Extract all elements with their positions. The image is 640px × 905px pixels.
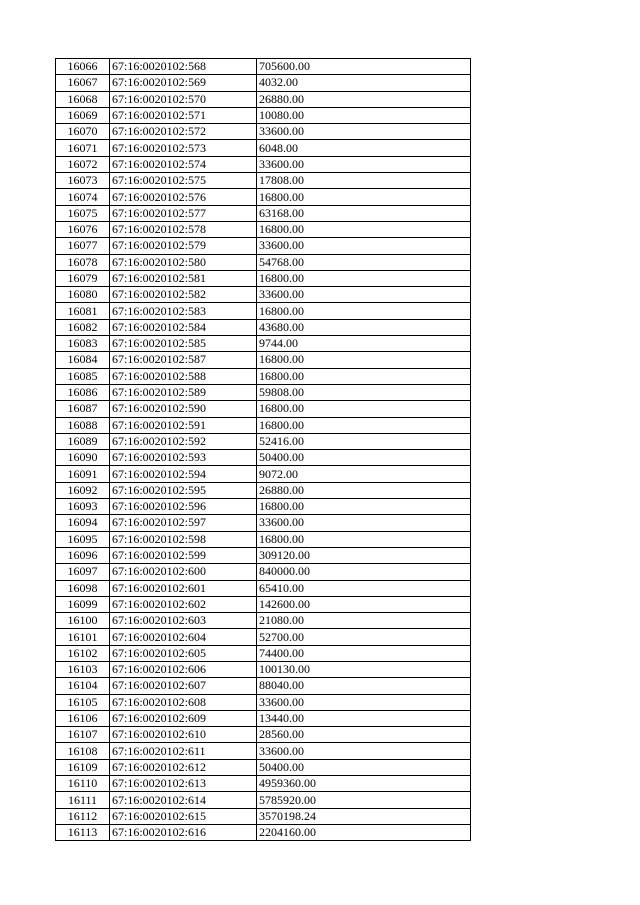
cadastral-number-cell: 67:16:0020102:593 bbox=[110, 450, 257, 466]
table-body bbox=[56, 59, 471, 841]
value-cell: 52700.00 bbox=[257, 629, 471, 645]
row-number-cell: 16107 bbox=[56, 727, 110, 743]
value-cell: 3570198.24 bbox=[257, 808, 471, 824]
row-number-cell: 16075 bbox=[56, 205, 110, 221]
row-number-cell: 16092 bbox=[56, 482, 110, 498]
value-cell: 21080.00 bbox=[257, 613, 471, 629]
row-number-cell: 16069 bbox=[56, 107, 110, 123]
value-cell: 16800.00 bbox=[257, 401, 471, 417]
row-number-cell: 16080 bbox=[56, 287, 110, 303]
value-cell: 50400.00 bbox=[257, 759, 471, 775]
row-number-cell: 16112 bbox=[56, 808, 110, 824]
cadastral-number-cell: 67:16:0020102:599 bbox=[110, 547, 257, 563]
row-number-cell: 16070 bbox=[56, 124, 110, 140]
value-cell: 50400.00 bbox=[257, 450, 471, 466]
table-row bbox=[56, 515, 471, 531]
table-row bbox=[56, 91, 471, 107]
cadastral-number-cell: 67:16:0020102:611 bbox=[110, 743, 257, 759]
row-number-cell: 16104 bbox=[56, 678, 110, 694]
cadastral-number-cell: 67:16:0020102:610 bbox=[110, 727, 257, 743]
row-number-cell: 16087 bbox=[56, 401, 110, 417]
table-row bbox=[56, 580, 471, 596]
cadastral-number-cell: 67:16:0020102:597 bbox=[110, 515, 257, 531]
value-cell: 33600.00 bbox=[257, 287, 471, 303]
row-number-cell: 16108 bbox=[56, 743, 110, 759]
table-row bbox=[56, 629, 471, 645]
table-row bbox=[56, 710, 471, 726]
table-row bbox=[56, 221, 471, 237]
value-cell: 705600.00 bbox=[257, 59, 471, 75]
value-cell: 16800.00 bbox=[257, 352, 471, 368]
table-row bbox=[56, 336, 471, 352]
value-cell: 43680.00 bbox=[257, 319, 471, 335]
cadastral-number-cell: 67:16:0020102:604 bbox=[110, 629, 257, 645]
table-row bbox=[56, 401, 471, 417]
value-cell: 16800.00 bbox=[257, 499, 471, 515]
table-row bbox=[56, 287, 471, 303]
table-row bbox=[56, 205, 471, 221]
value-cell: 88040.00 bbox=[257, 678, 471, 694]
table-row bbox=[56, 482, 471, 498]
table-row bbox=[56, 189, 471, 205]
table-row bbox=[56, 75, 471, 91]
cadastral-number-cell: 67:16:0020102:576 bbox=[110, 189, 257, 205]
table-row bbox=[56, 254, 471, 270]
cadastral-number-cell: 67:16:0020102:588 bbox=[110, 368, 257, 384]
row-number-cell: 16071 bbox=[56, 140, 110, 156]
cadastral-number-cell: 67:16:0020102:600 bbox=[110, 564, 257, 580]
table-row bbox=[56, 124, 471, 140]
row-number-cell: 16111 bbox=[56, 792, 110, 808]
cadastral-number-cell: 67:16:0020102:614 bbox=[110, 792, 257, 808]
row-number-cell: 16098 bbox=[56, 580, 110, 596]
row-number-cell: 16081 bbox=[56, 303, 110, 319]
value-cell: 63168.00 bbox=[257, 205, 471, 221]
cadastral-number-cell: 67:16:0020102:590 bbox=[110, 401, 257, 417]
cadastral-number-cell: 67:16:0020102:589 bbox=[110, 384, 257, 400]
row-number-cell: 16094 bbox=[56, 515, 110, 531]
table-row bbox=[56, 661, 471, 677]
row-number-cell: 16072 bbox=[56, 156, 110, 172]
table-row bbox=[56, 140, 471, 156]
table-row bbox=[56, 547, 471, 563]
table-row bbox=[56, 368, 471, 384]
row-number-cell: 16082 bbox=[56, 319, 110, 335]
table-row bbox=[56, 238, 471, 254]
value-cell: 33600.00 bbox=[257, 694, 471, 710]
row-number-cell: 16100 bbox=[56, 613, 110, 629]
value-cell: 142600.00 bbox=[257, 596, 471, 612]
cadastral-number-cell: 67:16:0020102:595 bbox=[110, 482, 257, 498]
row-number-cell: 16103 bbox=[56, 661, 110, 677]
cadastral-number-cell: 67:16:0020102:575 bbox=[110, 173, 257, 189]
row-number-cell: 16076 bbox=[56, 221, 110, 237]
value-cell: 59808.00 bbox=[257, 384, 471, 400]
table-row bbox=[56, 824, 471, 840]
row-number-cell: 16090 bbox=[56, 450, 110, 466]
cadastral-number-cell: 67:16:0020102:603 bbox=[110, 613, 257, 629]
value-cell: 4959360.00 bbox=[257, 776, 471, 792]
table-row bbox=[56, 433, 471, 449]
value-cell: 74400.00 bbox=[257, 645, 471, 661]
table-row bbox=[56, 792, 471, 808]
table-row bbox=[56, 450, 471, 466]
cadastral-number-cell: 67:16:0020102:578 bbox=[110, 221, 257, 237]
value-cell: 16800.00 bbox=[257, 189, 471, 205]
table-row bbox=[56, 319, 471, 335]
row-number-cell: 16091 bbox=[56, 466, 110, 482]
row-number-cell: 16068 bbox=[56, 91, 110, 107]
table-row bbox=[56, 352, 471, 368]
cadastral-number-cell: 67:16:0020102:596 bbox=[110, 499, 257, 515]
cadastral-number-cell: 67:16:0020102:587 bbox=[110, 352, 257, 368]
table-row bbox=[56, 466, 471, 482]
row-number-cell: 16084 bbox=[56, 352, 110, 368]
row-number-cell: 16086 bbox=[56, 384, 110, 400]
table-row bbox=[56, 564, 471, 580]
cadastral-number-cell: 67:16:0020102:570 bbox=[110, 91, 257, 107]
row-number-cell: 16099 bbox=[56, 596, 110, 612]
value-cell: 16800.00 bbox=[257, 417, 471, 433]
row-number-cell: 16113 bbox=[56, 824, 110, 840]
row-number-cell: 16066 bbox=[56, 59, 110, 75]
cadastral-number-cell: 67:16:0020102:580 bbox=[110, 254, 257, 270]
row-number-cell: 16083 bbox=[56, 336, 110, 352]
value-cell: 16800.00 bbox=[257, 270, 471, 286]
cadastral-number-cell: 67:16:0020102:612 bbox=[110, 759, 257, 775]
value-cell: 10080.00 bbox=[257, 107, 471, 123]
value-cell: 26880.00 bbox=[257, 482, 471, 498]
table-row bbox=[56, 173, 471, 189]
value-cell: 13440.00 bbox=[257, 710, 471, 726]
cadastral-number-cell: 67:16:0020102:608 bbox=[110, 694, 257, 710]
cadastral-number-cell: 67:16:0020102:585 bbox=[110, 336, 257, 352]
value-cell: 26880.00 bbox=[257, 91, 471, 107]
cadastral-number-cell: 67:16:0020102:582 bbox=[110, 287, 257, 303]
value-cell: 9072.00 bbox=[257, 466, 471, 482]
value-cell: 16800.00 bbox=[257, 303, 471, 319]
cadastral-number-cell: 67:16:0020102:607 bbox=[110, 678, 257, 694]
table-row bbox=[56, 678, 471, 694]
row-number-cell: 16085 bbox=[56, 368, 110, 384]
table-row bbox=[56, 727, 471, 743]
value-cell: 309120.00 bbox=[257, 547, 471, 563]
cadastral-number-cell: 67:16:0020102:583 bbox=[110, 303, 257, 319]
value-cell: 65410.00 bbox=[257, 580, 471, 596]
table-row bbox=[56, 776, 471, 792]
row-number-cell: 16095 bbox=[56, 531, 110, 547]
row-number-cell: 16093 bbox=[56, 499, 110, 515]
value-cell: 33600.00 bbox=[257, 124, 471, 140]
cadastral-number-cell: 67:16:0020102:571 bbox=[110, 107, 257, 123]
cadastral-number-cell: 67:16:0020102:606 bbox=[110, 661, 257, 677]
value-cell: 17808.00 bbox=[257, 173, 471, 189]
cadastral-number-cell: 67:16:0020102:568 bbox=[110, 59, 257, 75]
data-table bbox=[55, 58, 471, 841]
value-cell: 5785920.00 bbox=[257, 792, 471, 808]
value-cell: 4032.00 bbox=[257, 75, 471, 91]
value-cell: 2204160.00 bbox=[257, 824, 471, 840]
value-cell: 840000.00 bbox=[257, 564, 471, 580]
cadastral-number-cell: 67:16:0020102:569 bbox=[110, 75, 257, 91]
row-number-cell: 16097 bbox=[56, 564, 110, 580]
row-number-cell: 16078 bbox=[56, 254, 110, 270]
cadastral-number-cell: 67:16:0020102:602 bbox=[110, 596, 257, 612]
row-number-cell: 16109 bbox=[56, 759, 110, 775]
cadastral-number-cell: 67:16:0020102:605 bbox=[110, 645, 257, 661]
row-number-cell: 16110 bbox=[56, 776, 110, 792]
table-row bbox=[56, 156, 471, 172]
value-cell: 6048.00 bbox=[257, 140, 471, 156]
value-cell: 33600.00 bbox=[257, 156, 471, 172]
table-row bbox=[56, 417, 471, 433]
table-row bbox=[56, 384, 471, 400]
cadastral-number-cell: 67:16:0020102:584 bbox=[110, 319, 257, 335]
row-number-cell: 16101 bbox=[56, 629, 110, 645]
table-row bbox=[56, 107, 471, 123]
row-number-cell: 16077 bbox=[56, 238, 110, 254]
value-cell: 28560.00 bbox=[257, 727, 471, 743]
table-row bbox=[56, 645, 471, 661]
row-number-cell: 16102 bbox=[56, 645, 110, 661]
table-row bbox=[56, 808, 471, 824]
cadastral-number-cell: 67:16:0020102:594 bbox=[110, 466, 257, 482]
value-cell: 16800.00 bbox=[257, 368, 471, 384]
row-number-cell: 16088 bbox=[56, 417, 110, 433]
cadastral-number-cell: 67:16:0020102:613 bbox=[110, 776, 257, 792]
cadastral-number-cell: 67:16:0020102:577 bbox=[110, 205, 257, 221]
table-row bbox=[56, 270, 471, 286]
value-cell: 16800.00 bbox=[257, 531, 471, 547]
table-row bbox=[56, 694, 471, 710]
table-row bbox=[56, 613, 471, 629]
cadastral-number-cell: 67:16:0020102:615 bbox=[110, 808, 257, 824]
row-number-cell: 16079 bbox=[56, 270, 110, 286]
row-number-cell: 16089 bbox=[56, 433, 110, 449]
row-number-cell: 16105 bbox=[56, 694, 110, 710]
row-number-cell: 16073 bbox=[56, 173, 110, 189]
value-cell: 33600.00 bbox=[257, 515, 471, 531]
row-number-cell: 16067 bbox=[56, 75, 110, 91]
cadastral-number-cell: 67:16:0020102:598 bbox=[110, 531, 257, 547]
row-number-cell: 16074 bbox=[56, 189, 110, 205]
cadastral-number-cell: 67:16:0020102:581 bbox=[110, 270, 257, 286]
table-row bbox=[56, 759, 471, 775]
value-cell: 9744.00 bbox=[257, 336, 471, 352]
cadastral-number-cell: 67:16:0020102:609 bbox=[110, 710, 257, 726]
cadastral-number-cell: 67:16:0020102:591 bbox=[110, 417, 257, 433]
table-row bbox=[56, 59, 471, 75]
value-cell: 52416.00 bbox=[257, 433, 471, 449]
value-cell: 54768.00 bbox=[257, 254, 471, 270]
value-cell: 33600.00 bbox=[257, 238, 471, 254]
cadastral-number-cell: 67:16:0020102:601 bbox=[110, 580, 257, 596]
table-row bbox=[56, 499, 471, 515]
cadastral-number-cell: 67:16:0020102:616 bbox=[110, 824, 257, 840]
row-number-cell: 16106 bbox=[56, 710, 110, 726]
cadastral-number-cell: 67:16:0020102:592 bbox=[110, 433, 257, 449]
cadastral-number-cell: 67:16:0020102:572 bbox=[110, 124, 257, 140]
cadastral-number-cell: 67:16:0020102:579 bbox=[110, 238, 257, 254]
table-row bbox=[56, 596, 471, 612]
table-row bbox=[56, 743, 471, 759]
table-row bbox=[56, 531, 471, 547]
value-cell: 33600.00 bbox=[257, 743, 471, 759]
cadastral-number-cell: 67:16:0020102:574 bbox=[110, 156, 257, 172]
value-cell: 16800.00 bbox=[257, 221, 471, 237]
cadastral-number-cell: 67:16:0020102:573 bbox=[110, 140, 257, 156]
row-number-cell: 16096 bbox=[56, 547, 110, 563]
value-cell: 100130.00 bbox=[257, 661, 471, 677]
table-row bbox=[56, 303, 471, 319]
